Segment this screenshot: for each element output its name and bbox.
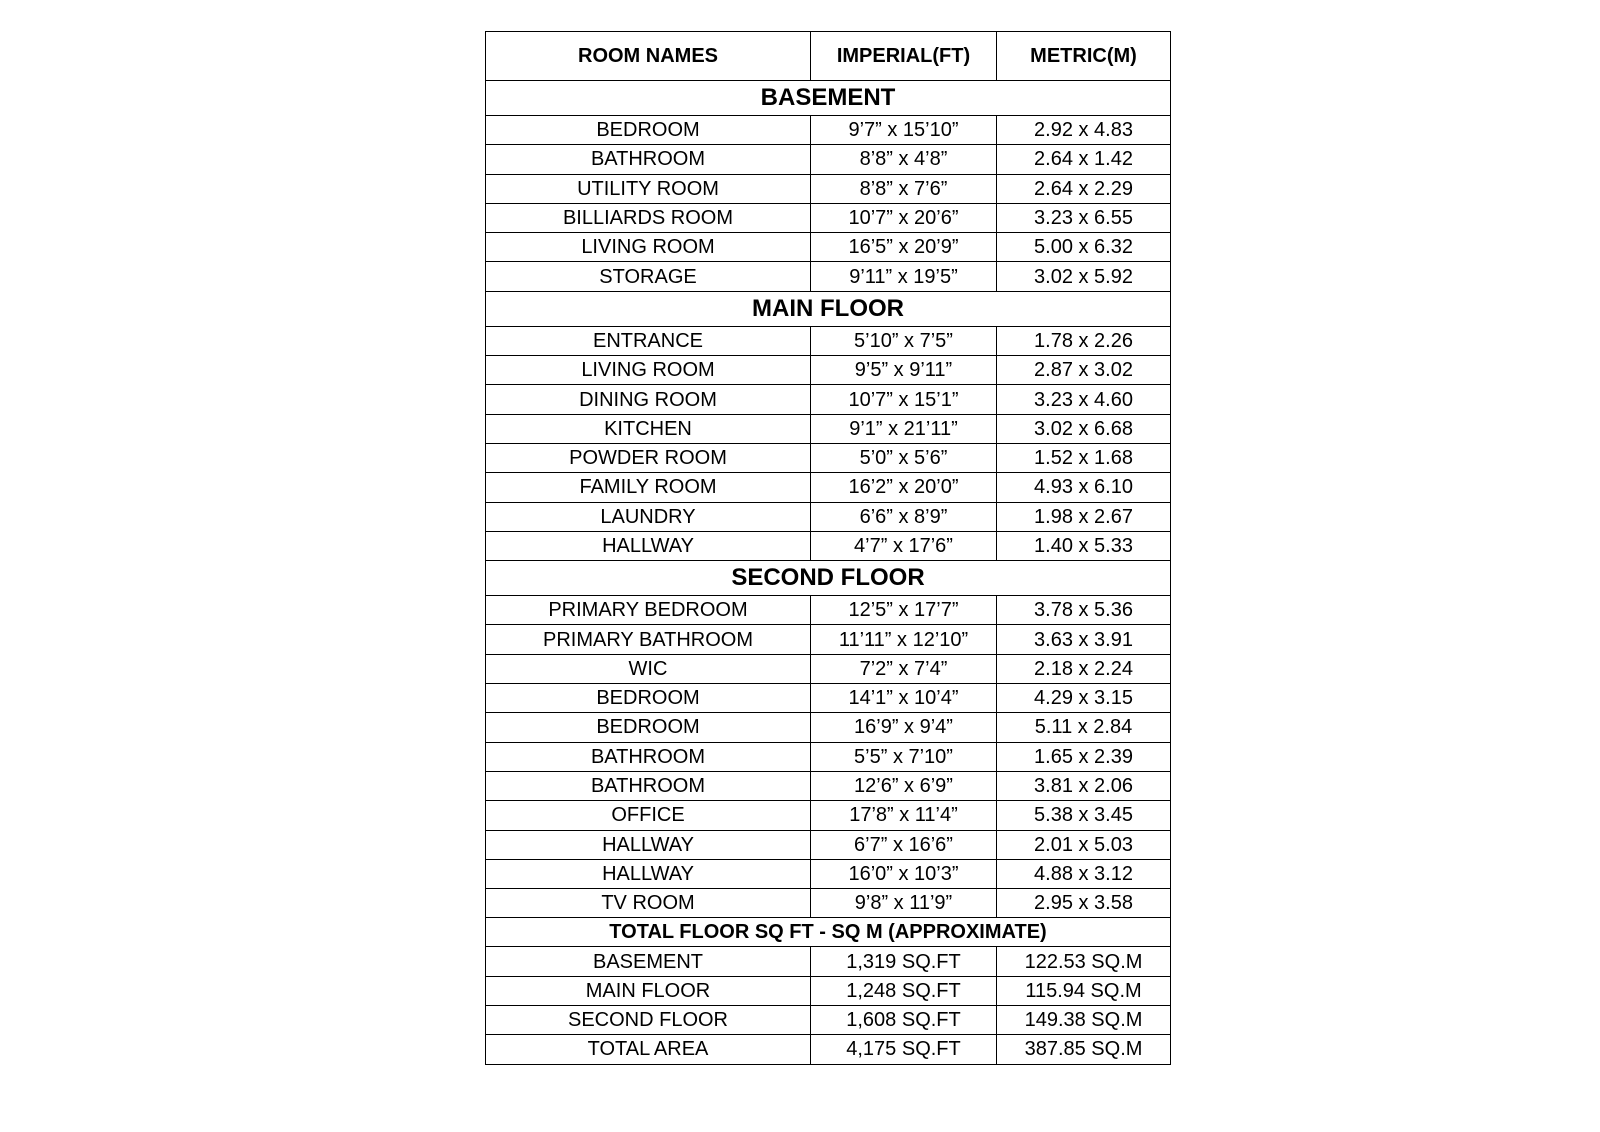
imperial-cell: 4,175 SQ.FT <box>811 1035 997 1064</box>
room-name-cell: STORAGE <box>486 262 811 291</box>
imperial-cell: 10’7” x 20’6” <box>811 203 997 232</box>
section-title: SECOND FLOOR <box>486 561 1171 596</box>
imperial-cell: 12’5” x 17’7” <box>811 596 997 625</box>
room-name-cell: BILLIARDS ROOM <box>486 203 811 232</box>
imperial-cell: 5’0” x 5’6” <box>811 443 997 472</box>
metric-cell: 2.64 x 1.42 <box>997 145 1171 174</box>
metric-cell: 3.23 x 4.60 <box>997 385 1171 414</box>
imperial-cell: 9’5” x 9’11” <box>811 356 997 385</box>
room-name-cell: MAIN FLOOR <box>486 976 811 1005</box>
imperial-cell: 4’7” x 17’6” <box>811 531 997 560</box>
imperial-cell: 14’1” x 10’4” <box>811 684 997 713</box>
table-row <box>486 1035 1171 1064</box>
metric-cell: 2.64 x 2.29 <box>997 174 1171 203</box>
metric-cell: 2.87 x 3.02 <box>997 356 1171 385</box>
metric-cell: 5.38 x 3.45 <box>997 801 1171 830</box>
table-row <box>486 771 1171 800</box>
table-row <box>486 654 1171 683</box>
imperial-cell: 16’0” x 10’3” <box>811 859 997 888</box>
section-title: BASEMENT <box>486 81 1171 116</box>
metric-cell: 3.02 x 5.92 <box>997 262 1171 291</box>
section-title: MAIN FLOOR <box>486 291 1171 326</box>
header-metric: METRIC(M) <box>997 32 1171 81</box>
metric-cell: 149.38 SQ.M <box>997 1006 1171 1035</box>
room-name-cell: WIC <box>486 654 811 683</box>
table-row <box>486 326 1171 355</box>
room-name-cell: LIVING ROOM <box>486 356 811 385</box>
metric-cell: 5.00 x 6.32 <box>997 233 1171 262</box>
room-name-cell: DINING ROOM <box>486 385 811 414</box>
table-row <box>486 262 1171 291</box>
table-row <box>486 203 1171 232</box>
imperial-cell: 12’6” x 6’9” <box>811 771 997 800</box>
basement-section-row <box>486 81 1171 116</box>
table-row <box>486 596 1171 625</box>
metric-cell: 1.52 x 1.68 <box>997 443 1171 472</box>
table-row <box>486 385 1171 414</box>
room-name-cell: LAUNDRY <box>486 502 811 531</box>
imperial-cell: 8’8” x 4’8” <box>811 145 997 174</box>
room-name-cell: KITCHEN <box>486 414 811 443</box>
room-dimensions-table <box>485 31 1171 1065</box>
table-row <box>486 531 1171 560</box>
totals-section-row <box>486 918 1171 947</box>
imperial-cell: 10’7” x 15’1” <box>811 385 997 414</box>
metric-cell: 3.81 x 2.06 <box>997 771 1171 800</box>
table-row <box>486 947 1171 976</box>
room-name-cell: TV ROOM <box>486 889 811 918</box>
metric-cell: 2.95 x 3.58 <box>997 889 1171 918</box>
room-name-cell: BEDROOM <box>486 116 811 145</box>
table-row <box>486 742 1171 771</box>
metric-cell: 1.98 x 2.67 <box>997 502 1171 531</box>
metric-cell: 4.29 x 3.15 <box>997 684 1171 713</box>
table-row <box>486 713 1171 742</box>
imperial-cell: 16’9” x 9’4” <box>811 713 997 742</box>
room-name-cell: BATHROOM <box>486 145 811 174</box>
room-name-cell: BATHROOM <box>486 742 811 771</box>
metric-cell: 1.78 x 2.26 <box>997 326 1171 355</box>
room-name-cell: BATHROOM <box>486 771 811 800</box>
room-name-cell: TOTAL AREA <box>486 1035 811 1064</box>
room-name-cell: FAMILY ROOM <box>486 473 811 502</box>
imperial-cell: 7’2” x 7’4” <box>811 654 997 683</box>
table-row <box>486 1006 1171 1035</box>
table-body <box>486 81 1171 1065</box>
table-row <box>486 830 1171 859</box>
imperial-cell: 9’11” x 19’5” <box>811 262 997 291</box>
room-name-cell: PRIMARY BEDROOM <box>486 596 811 625</box>
imperial-cell: 1,608 SQ.FT <box>811 1006 997 1035</box>
table-row <box>486 174 1171 203</box>
table-row <box>486 116 1171 145</box>
metric-cell: 387.85 SQ.M <box>997 1035 1171 1064</box>
metric-cell: 5.11 x 2.84 <box>997 713 1171 742</box>
room-name-cell: BEDROOM <box>486 713 811 742</box>
table-row <box>486 801 1171 830</box>
imperial-cell: 16’5” x 20’9” <box>811 233 997 262</box>
metric-cell: 2.18 x 2.24 <box>997 654 1171 683</box>
metric-cell: 4.93 x 6.10 <box>997 473 1171 502</box>
imperial-cell: 9’1” x 21’11” <box>811 414 997 443</box>
imperial-cell: 9’7” x 15’10” <box>811 116 997 145</box>
table-row <box>486 976 1171 1005</box>
table-row <box>486 625 1171 654</box>
metric-cell: 122.53 SQ.M <box>997 947 1171 976</box>
table-row <box>486 502 1171 531</box>
room-name-cell: HALLWAY <box>486 830 811 859</box>
room-name-cell: HALLWAY <box>486 531 811 560</box>
imperial-cell: 8’8” x 7’6” <box>811 174 997 203</box>
main-floor-section-row <box>486 291 1171 326</box>
room-name-cell: BASEMENT <box>486 947 811 976</box>
imperial-cell: 16’2” x 20’0” <box>811 473 997 502</box>
table-row <box>486 859 1171 888</box>
imperial-cell: 6’6” x 8’9” <box>811 502 997 531</box>
imperial-cell: 11’11” x 12’10” <box>811 625 997 654</box>
imperial-cell: 1,319 SQ.FT <box>811 947 997 976</box>
room-name-cell: POWDER ROOM <box>486 443 811 472</box>
metric-cell: 4.88 x 3.12 <box>997 859 1171 888</box>
metric-cell: 3.63 x 3.91 <box>997 625 1171 654</box>
room-name-cell: OFFICE <box>486 801 811 830</box>
metric-cell: 3.02 x 6.68 <box>997 414 1171 443</box>
header-room-names: ROOM NAMES <box>486 32 811 81</box>
room-name-cell: BEDROOM <box>486 684 811 713</box>
table-row <box>486 889 1171 918</box>
imperial-cell: 9’8” x 11’9” <box>811 889 997 918</box>
second-floor-section-row <box>486 561 1171 596</box>
imperial-cell: 5’10” x 7’5” <box>811 326 997 355</box>
imperial-cell: 5’5” x 7’10” <box>811 742 997 771</box>
header-row <box>486 32 1171 81</box>
imperial-cell: 1,248 SQ.FT <box>811 976 997 1005</box>
room-name-cell: LIVING ROOM <box>486 233 811 262</box>
table-row <box>486 473 1171 502</box>
metric-cell: 3.23 x 6.55 <box>997 203 1171 232</box>
table-row <box>486 684 1171 713</box>
imperial-cell: 17’8” x 11’4” <box>811 801 997 830</box>
table-row <box>486 233 1171 262</box>
table-row <box>486 356 1171 385</box>
metric-cell: 2.01 x 5.03 <box>997 830 1171 859</box>
metric-cell: 1.65 x 2.39 <box>997 742 1171 771</box>
metric-cell: 1.40 x 5.33 <box>997 531 1171 560</box>
table-row <box>486 443 1171 472</box>
room-name-cell: PRIMARY BATHROOM <box>486 625 811 654</box>
section-title: TOTAL FLOOR SQ FT - SQ M (APPROXIMATE) <box>486 918 1171 947</box>
table-row <box>486 145 1171 174</box>
room-name-cell: UTILITY ROOM <box>486 174 811 203</box>
room-name-cell: ENTRANCE <box>486 326 811 355</box>
imperial-cell: 6’7” x 16’6” <box>811 830 997 859</box>
metric-cell: 3.78 x 5.36 <box>997 596 1171 625</box>
header-imperial: IMPERIAL(FT) <box>811 32 997 81</box>
table-row <box>486 414 1171 443</box>
room-name-cell: SECOND FLOOR <box>486 1006 811 1035</box>
metric-cell: 2.92 x 4.83 <box>997 116 1171 145</box>
metric-cell: 115.94 SQ.M <box>997 976 1171 1005</box>
room-name-cell: HALLWAY <box>486 859 811 888</box>
